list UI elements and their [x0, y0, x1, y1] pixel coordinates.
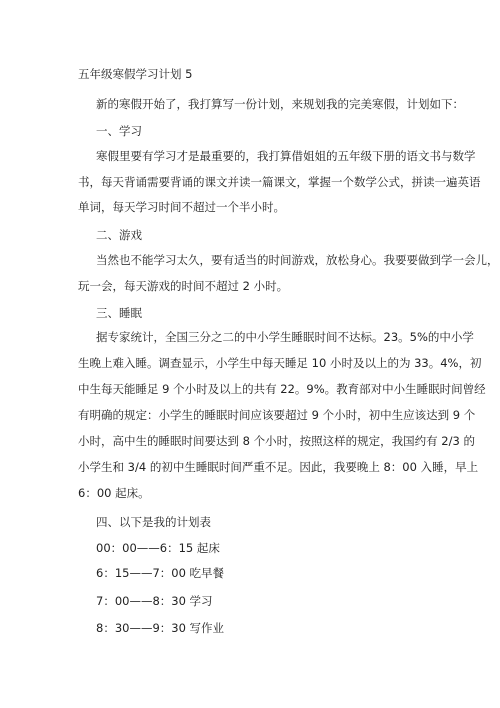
sleep-line-2: 生晚上难入睡。调查显示，小学生中每天睡足 10 小时及以上的为 33。4%，初	[78, 356, 482, 370]
schedule-item: 7：00——8：30 学习	[96, 594, 213, 608]
sleep-line-6: 小学生和 3/4 的初中生睡眠时间严重不足。因此，我要晚上 8：00 入睡，早上	[78, 460, 479, 474]
section-heading-schedule: 四、以下是我的计划表	[96, 515, 211, 529]
sleep-line-7: 6：00 起床。	[78, 486, 150, 500]
study-line-1: 寒假里要有学习才是最重要的，我打算借姐姐的五年级下册的语文书与数学	[96, 149, 476, 163]
intro-paragraph: 新的寒假开始了，我打算写一份计划，来规划我的完美寒假，计划如下：	[96, 97, 464, 111]
section-heading-games: 二、游戏	[96, 228, 142, 242]
study-line-3: 单词，每天学习时间不超过一个半小时。	[78, 200, 285, 214]
games-line-1: 当然也不能学习太久，要有适当的时间游戏，放松身心。我要要做到学一会儿，	[96, 253, 499, 267]
games-line-2: 玩一会，每天游戏的时间不超过 2 小时。	[78, 279, 289, 293]
section-heading-sleep: 三、睡眠	[96, 306, 142, 320]
schedule-item: 6：15——7：00 吃早餐	[96, 566, 225, 580]
schedule-item: 8：30——9：30 写作业	[96, 621, 225, 635]
sleep-line-3: 中生每天能睡足 9 个小时及以上的共有 22。9%。教育部对中小生睡眠时间曾经	[78, 382, 486, 396]
document-title: 五年级寒假学习计划 5	[78, 67, 193, 81]
section-heading-study: 一、学习	[96, 124, 142, 138]
sleep-line-1: 据专家统计，全国三分之二的中小学生睡眠时间不达标。23。5%的中小学	[96, 330, 474, 344]
schedule-item: 00：00——6：15 起床	[96, 541, 220, 555]
study-line-2: 书，每天背诵需要背诵的课文并读一篇课文，掌握一个数学公式，拼读一遍英语	[78, 175, 481, 189]
sleep-line-4: 有明确的规定：小学生的睡眠时间应该要超过 9 个小时，初中生应该达到 9 个	[78, 408, 476, 422]
sleep-line-5: 小时，高中生的睡眠时间要达到 8 个小时，按照这样的规定，我国约有 2/3 的	[78, 434, 475, 448]
